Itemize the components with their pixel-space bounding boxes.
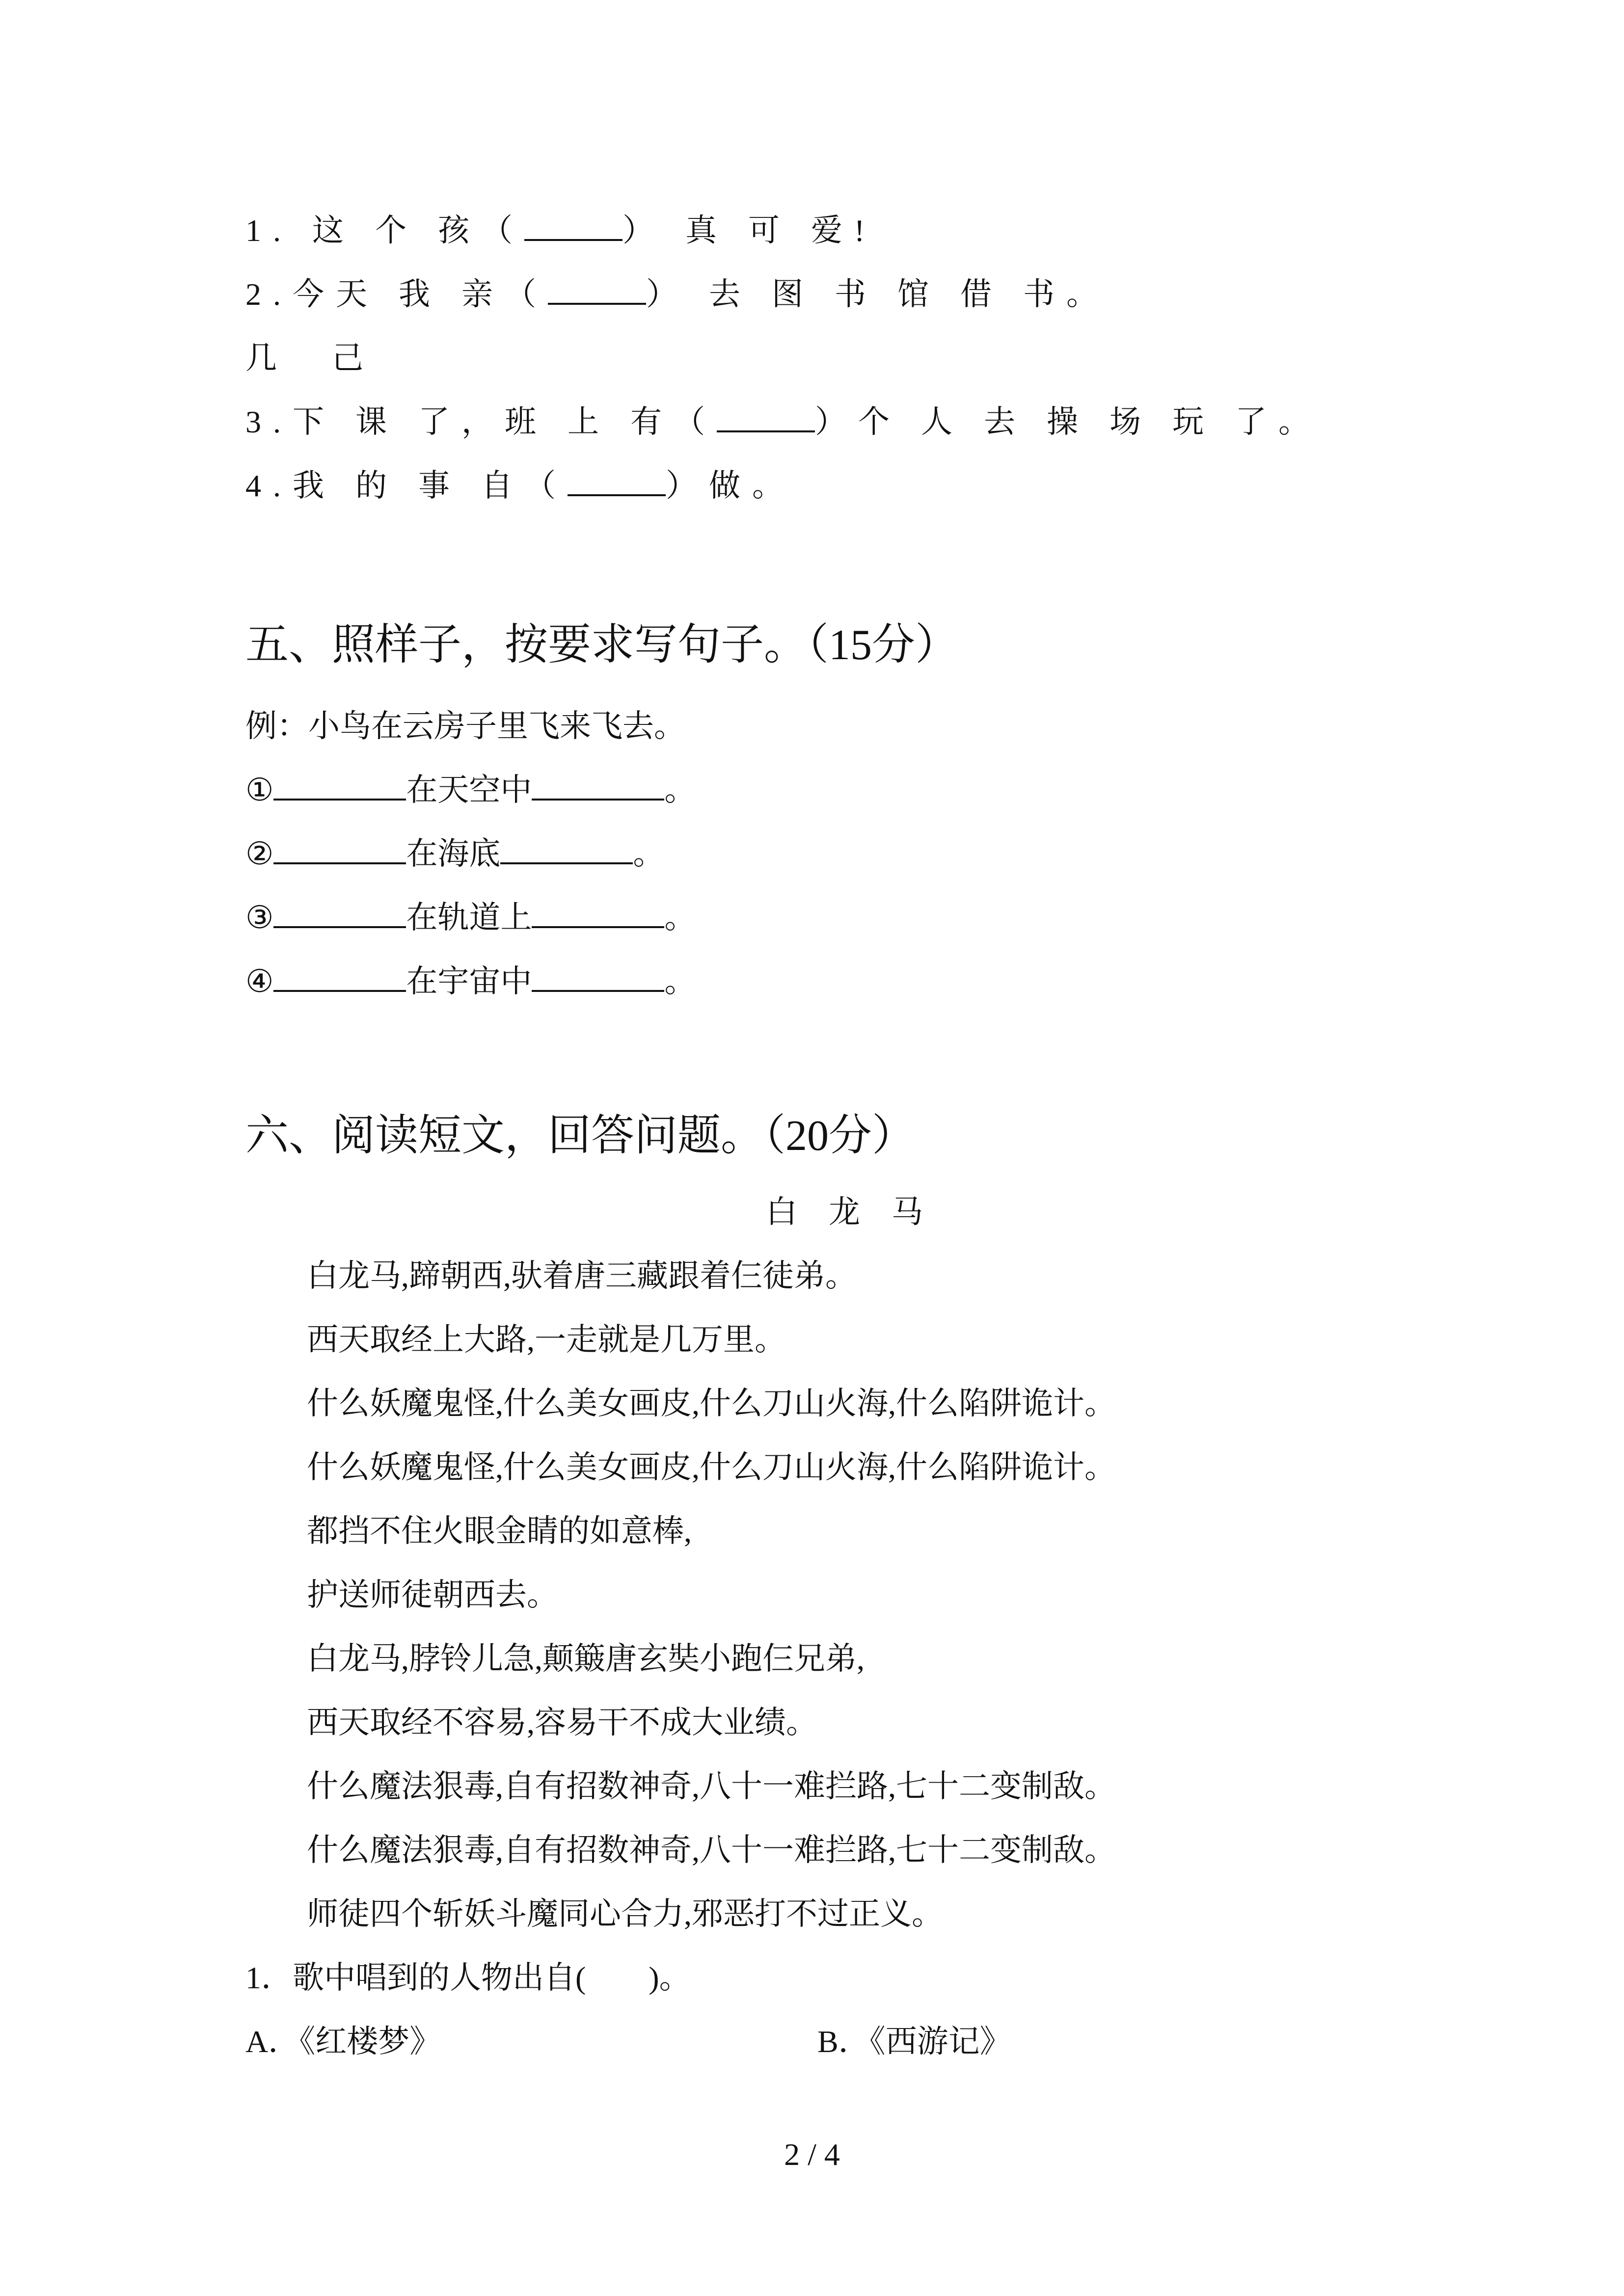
item-middle: 在宇宙中 <box>406 964 532 999</box>
poem-line: 都挡不住火眼金睛的如意棒, <box>307 1514 692 1548</box>
q2-before: 2.今天 我 亲（ <box>245 277 548 312</box>
item-blank-start[interactable] <box>273 970 406 992</box>
poem-title: 白龙马 <box>766 1195 954 1229</box>
item-middle: 在海底 <box>406 836 501 871</box>
section5-item-1 <box>245 771 696 810</box>
q4-after: ）做。 <box>666 468 795 503</box>
fill-question-1 <box>245 211 876 250</box>
q1-after: ） 真 可 爱! <box>623 213 877 248</box>
item-middle: 在天空中 <box>406 773 532 807</box>
item-number: ① <box>245 773 274 807</box>
item-end: 。 <box>664 773 696 807</box>
item-blank-end[interactable] <box>532 970 664 992</box>
item-number: ④ <box>245 964 274 999</box>
page-number: 2 / 4 <box>784 2137 840 2172</box>
q4-blank[interactable] <box>568 475 666 496</box>
item-end: 。 <box>633 836 665 871</box>
item-middle: 在轨道上 <box>406 900 532 935</box>
q1-before: 1. 这 个 孩（ <box>245 213 524 248</box>
q3-blank[interactable] <box>717 411 815 432</box>
poem-line: 白龙马,蹄朝西,驮着唐三藏跟着仨徒弟。 <box>307 1258 857 1293</box>
item-blank-start[interactable] <box>273 779 406 801</box>
poem-line: 什么魔法狠毒,自有招数神奇,八十一难拦路,七十二变制敌。 <box>307 1833 1116 1868</box>
poem-line: 什么妖魔鬼怪,什么美女画皮,什么刀山火海,什么陷阱诡计。 <box>307 1386 1116 1421</box>
item-blank-start[interactable] <box>273 843 406 864</box>
poem-line: 师徒四个斩妖斗魔同心合力,邪恶打不过正义。 <box>307 1896 943 1931</box>
poem-line: 什么妖魔鬼怪,什么美女画皮,什么刀山火海,什么陷阱诡计。 <box>307 1450 1116 1485</box>
item-end: 。 <box>664 900 696 935</box>
item-blank-end[interactable] <box>500 843 633 864</box>
question-1: 1．歌中唱到的人物出自( )。 <box>245 1960 691 1995</box>
item-number: ② <box>245 836 274 871</box>
item-number: ③ <box>245 900 274 935</box>
poem-line: 什么魔法狠毒,自有招数神奇,八十一难拦路,七十二变制敌。 <box>307 1769 1116 1804</box>
word-pair: 几 己 <box>245 341 375 375</box>
section5-example: 例：小鸟在云房子里飞来飞去。 <box>245 709 685 744</box>
poem-line: 白龙马,脖铃儿急,颠簸唐玄奘小跑仨兄弟, <box>307 1641 865 1676</box>
q2-blank[interactable] <box>548 283 646 305</box>
section5-item-3 <box>245 898 696 937</box>
section5-heading: 五、照样子，按要求写句子。（15分） <box>245 621 959 669</box>
fill-question-3 <box>245 402 1322 442</box>
q2-after: ） 去 图 书 馆 借 书。 <box>646 277 1110 312</box>
section6-heading: 六、阅读短文，回答问题。（20分） <box>245 1112 916 1160</box>
poem-line: 西天取经上大路,一走就是几万里。 <box>307 1322 786 1357</box>
poem-line: 西天取经不容易,容易干不成大业绩。 <box>307 1705 817 1740</box>
q3-after: ）个 人 去 操 场 玩 了。 <box>815 404 1322 439</box>
section5-item-4 <box>245 962 696 1001</box>
option-b[interactable]: B．《西游记》 <box>817 2024 1011 2059</box>
q3-before: 3.下 课 了，班 上 有（ <box>245 404 717 439</box>
fill-question-4 <box>245 466 795 506</box>
q4-before: 4.我 的 事 自（ <box>245 468 568 503</box>
poem-line: 护送师徒朝西去。 <box>307 1577 558 1612</box>
fill-question-2 <box>245 275 1110 314</box>
q1-blank[interactable] <box>524 219 623 241</box>
item-blank-end[interactable] <box>532 907 664 928</box>
item-blank-end[interactable] <box>532 779 664 801</box>
option-a[interactable]: A．《红楼梦》 <box>245 2024 441 2059</box>
section5-item-2 <box>245 834 664 874</box>
item-end: 。 <box>664 964 696 999</box>
item-blank-start[interactable] <box>273 907 406 928</box>
